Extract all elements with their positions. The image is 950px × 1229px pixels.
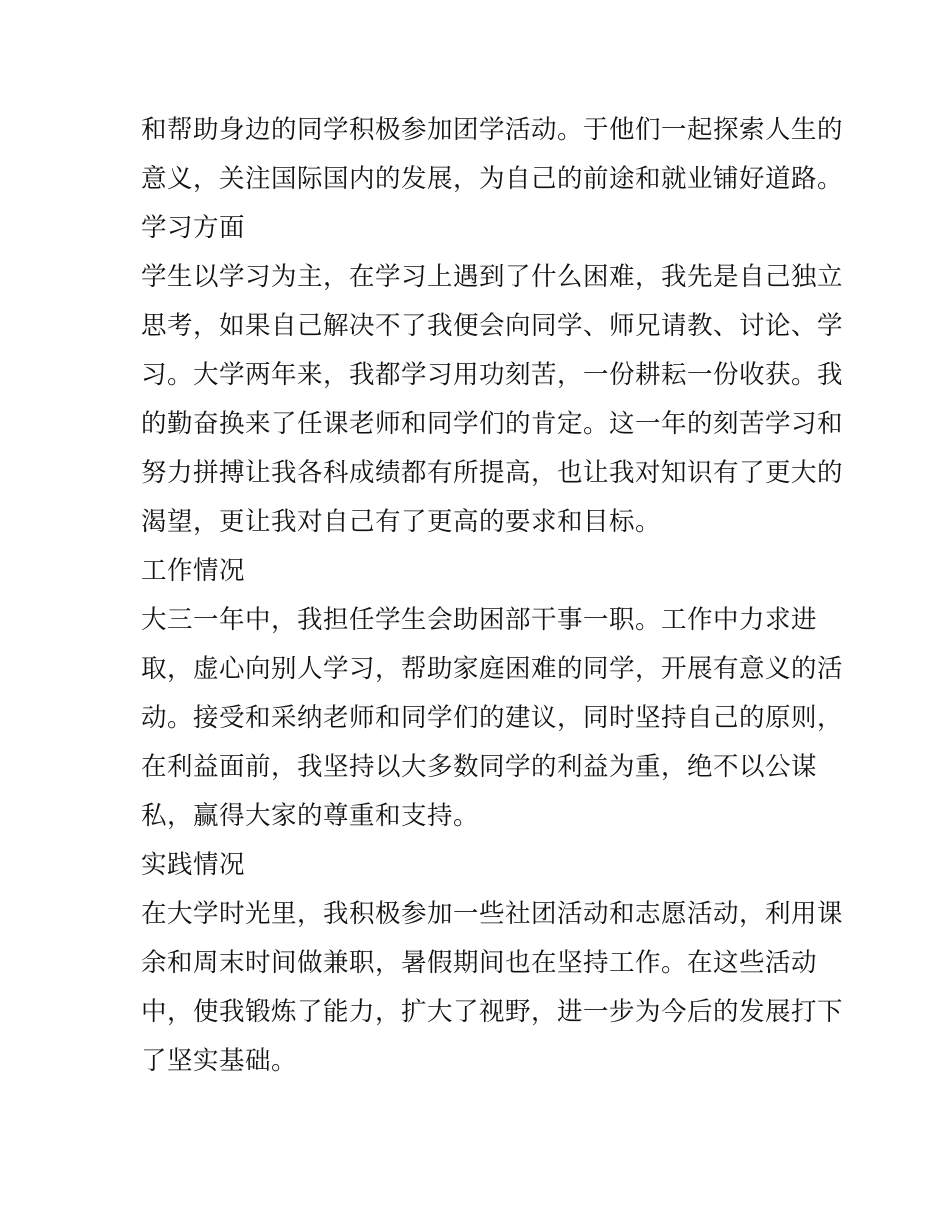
paragraph-line: 大三一年中，我担任学生会助困部干事一职。工作中力求进 — [141, 605, 818, 635]
paragraph-line: 在大学时光里，我积极参加一些社团活动和志愿活动，利用课 — [141, 899, 844, 929]
paragraph-line: 取，虚心向别人学习，帮助家庭困难的同学，开展有意义的活 — [141, 654, 844, 684]
paragraph-line: 了坚实基础。 — [141, 1046, 298, 1076]
section-heading-practice: 实践情况 — [141, 850, 246, 880]
paragraph-line: 余和周末时间做兼职，暑假期间也在坚持工作。在这些活动 — [141, 948, 818, 978]
paragraph-line: 学生以学习为主，在学习上遇到了什么困难，我先是自己独立 — [141, 262, 844, 292]
paragraph-line: 思考，如果自己解决不了我便会向同学、师兄请教、讨论、学 — [141, 311, 844, 341]
paragraph-line: 中，使我锻炼了能力，扩大了视野，进一步为今后的发展打下 — [141, 997, 844, 1027]
paragraph-line: 意义，关注国际国内的发展，为自己的前途和就业铺好道路。 — [141, 164, 844, 194]
paragraph-line: 私，赢得大家的尊重和支持。 — [141, 801, 480, 831]
paragraph-line: 和帮助身边的同学积极参加团学活动。于他们一起探索人生的 — [141, 115, 844, 145]
paragraph-line: 在利益面前，我坚持以大多数同学的利益为重，绝不以公谋 — [141, 752, 818, 782]
section-heading-study: 学习方面 — [141, 213, 246, 243]
paragraph-line: 的勤奋换来了任课老师和同学们的肯定。这一年的刻苦学习和 — [141, 409, 844, 439]
paragraph-line: 习。大学两年来，我都学习用功刻苦，一份耕耘一份收获。我 — [141, 360, 844, 390]
paragraph-line: 渴望，更让我对自己有了更高的要求和目标。 — [141, 507, 662, 537]
paragraph-line: 努力拼搏让我各科成绩都有所提高，也让我对知识有了更大的 — [141, 458, 844, 488]
section-heading-work: 工作情况 — [141, 556, 246, 586]
paragraph-line: 动。接受和采纳老师和同学们的建议，同时坚持自己的原则， — [141, 703, 844, 733]
